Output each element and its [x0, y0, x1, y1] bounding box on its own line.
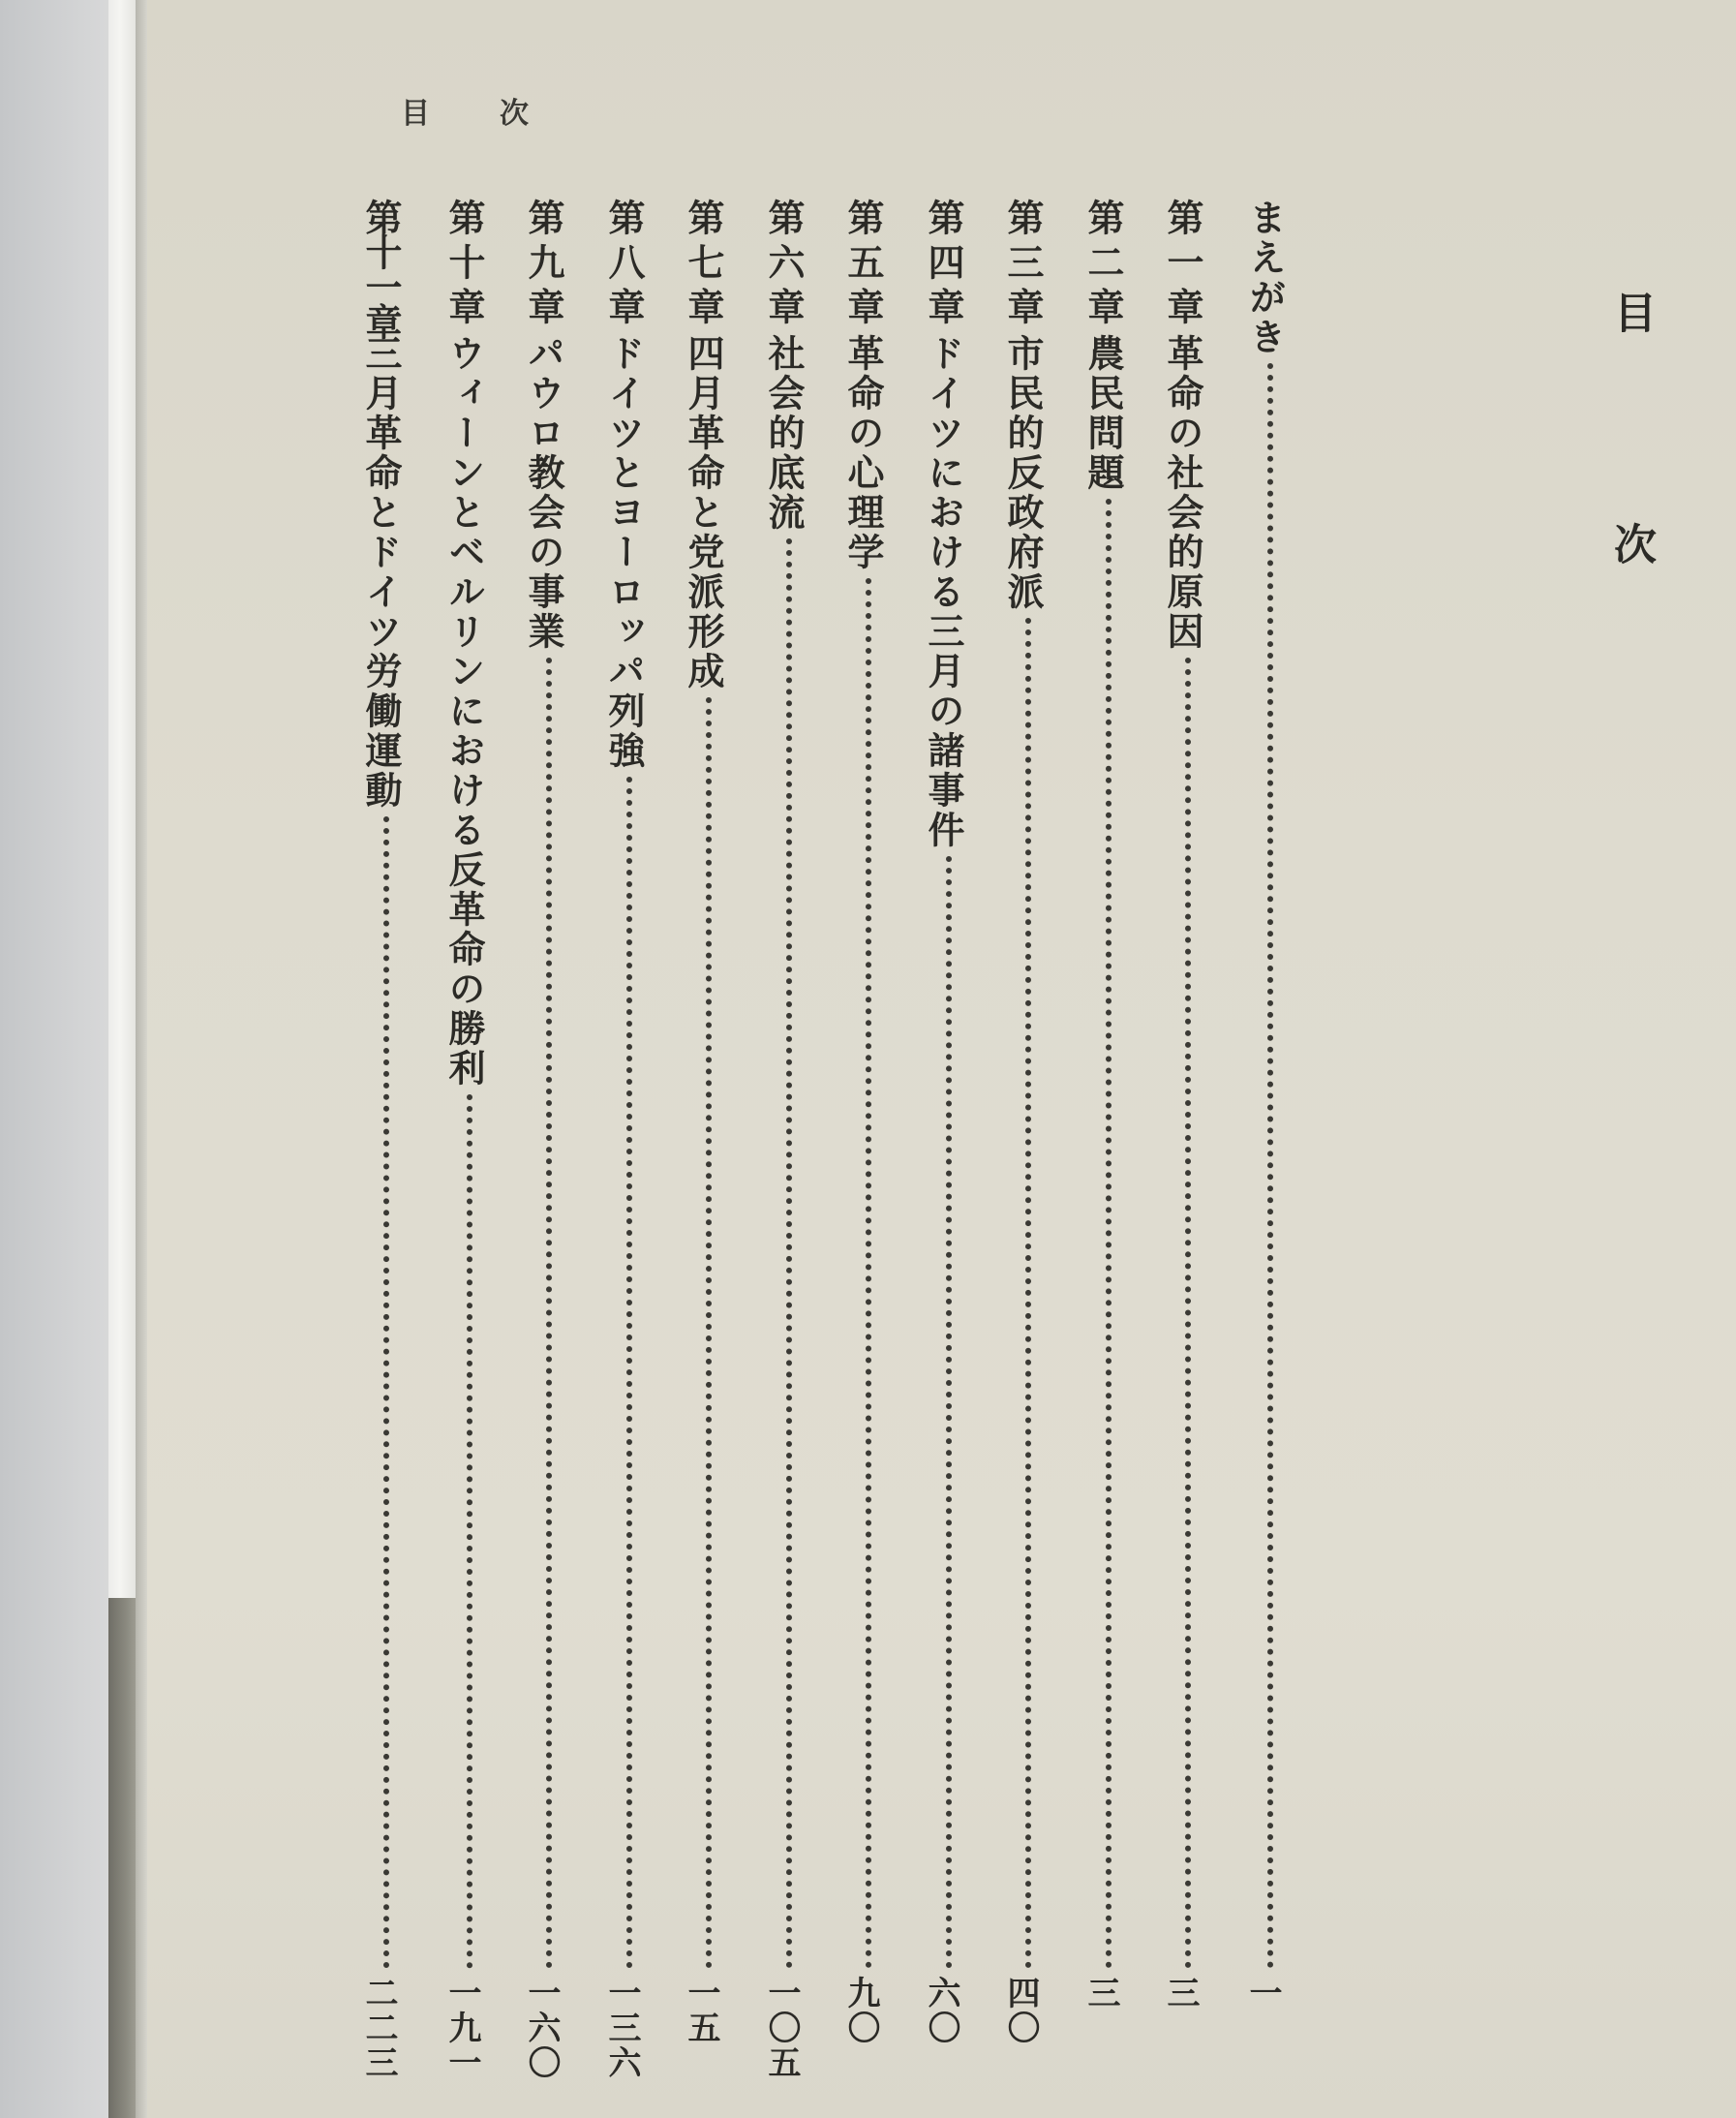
toc-entry[interactable] — [522, 199, 573, 2080]
toc-page-number: 一三六 — [602, 1976, 641, 2080]
toc-page-number: 一 — [1243, 1976, 1282, 2011]
toc-dot-leader — [546, 658, 552, 1969]
toc-entry[interactable] — [1001, 199, 1052, 2045]
running-head-left: 目 — [401, 97, 430, 131]
toc-chapter-title: パウロ教会の事業 — [522, 334, 565, 652]
toc-entry[interactable] — [762, 199, 813, 2080]
toc-entry[interactable] — [1081, 199, 1133, 2039]
toc-page-number: 一〇五 — [762, 1976, 801, 2080]
toc-chapter-title: 社会的底流 — [762, 334, 806, 533]
toc-entry[interactable] — [682, 199, 733, 2045]
toc-chapter-title: 市民的反政府派 — [1001, 334, 1045, 612]
toc-chapter-label: 第三章 — [1001, 199, 1045, 332]
toc-dot-leader — [626, 777, 632, 1969]
toc-chapter-title: ドイツとヨーロッパ列強 — [602, 334, 646, 771]
toc-entry[interactable] — [1161, 199, 1212, 2039]
toc-entry[interactable] — [359, 199, 411, 2080]
toc-page-number: 一五 — [682, 1976, 720, 2045]
running-head-right: 次 — [500, 97, 529, 131]
toc-dot-leader — [1106, 499, 1112, 1969]
toc-entry[interactable] — [922, 199, 973, 2045]
book-page — [147, 0, 1736, 2118]
toc-entry[interactable] — [442, 199, 494, 2080]
toc-chapter-title: ドイツにおける三月の諸事件 — [922, 334, 965, 850]
toc-chapter-title: 三月革命とドイツ労働運動 — [359, 334, 403, 811]
toc-page-number: 二二三 — [359, 1976, 398, 2080]
toc-dot-leader — [1025, 618, 1031, 1969]
toc-chapter-label: 第一章 — [1161, 199, 1204, 332]
toc-chapter-label: 第六章 — [762, 199, 806, 332]
toc-dot-leader — [866, 578, 871, 1969]
toc-dot-leader — [383, 816, 389, 1969]
toc-entry[interactable] — [602, 199, 654, 2080]
toc-chapter-label: 第七章 — [682, 199, 725, 332]
toc-page-number: 三 — [1161, 1976, 1200, 2011]
toc-page-number: 四〇 — [1001, 1976, 1040, 2045]
page-gutter — [136, 0, 147, 2118]
toc-entry[interactable] — [1243, 199, 1294, 2039]
toc-page-number: 一六〇 — [522, 1976, 561, 2080]
toc-dot-leader — [1267, 363, 1273, 1969]
toc-chapter-title: ウィーンとベルリンにおける反革命の勝利 — [442, 334, 486, 1089]
toc-chapter-title: 革命の社会的原因 — [1161, 334, 1204, 652]
page-edge-shadow — [108, 1598, 137, 2118]
toc-chapter-label: 第八章 — [602, 199, 646, 332]
toc-chapter-label: 第二章 — [1081, 199, 1125, 332]
toc-chapter-label: 第十一章 — [359, 199, 403, 338]
toc-dot-leader — [946, 856, 952, 1969]
toc-dot-leader — [467, 1094, 472, 1969]
toc-page-number: 九〇 — [841, 1976, 880, 2045]
toc-chapter-title: 農民問題 — [1081, 334, 1125, 493]
toc-chapter-label: 第五章 — [841, 199, 885, 332]
toc-entry[interactable] — [841, 199, 893, 2045]
toc-page-number: 六〇 — [922, 1976, 960, 2045]
toc-chapter-title: 革命の心理学 — [841, 334, 885, 572]
toc-chapter-label: 第十章 — [442, 199, 486, 332]
running-head — [401, 89, 529, 132]
toc-chapter-title: 四月革命と党派形成 — [682, 334, 725, 691]
toc-dot-leader — [706, 697, 712, 1969]
toc-page-number: 三 — [1081, 1976, 1120, 2011]
toc-chapter-title: まえがき — [1243, 199, 1287, 357]
page-title: 目 次 — [1606, 291, 1656, 634]
toc-dot-leader — [786, 538, 792, 1969]
toc-chapter-label: 第四章 — [922, 199, 965, 332]
toc-dot-leader — [1185, 658, 1191, 1969]
toc-page-number: 一九一 — [442, 1976, 481, 2080]
page-edge — [108, 0, 138, 1598]
toc-chapter-label: 第九章 — [522, 199, 565, 332]
